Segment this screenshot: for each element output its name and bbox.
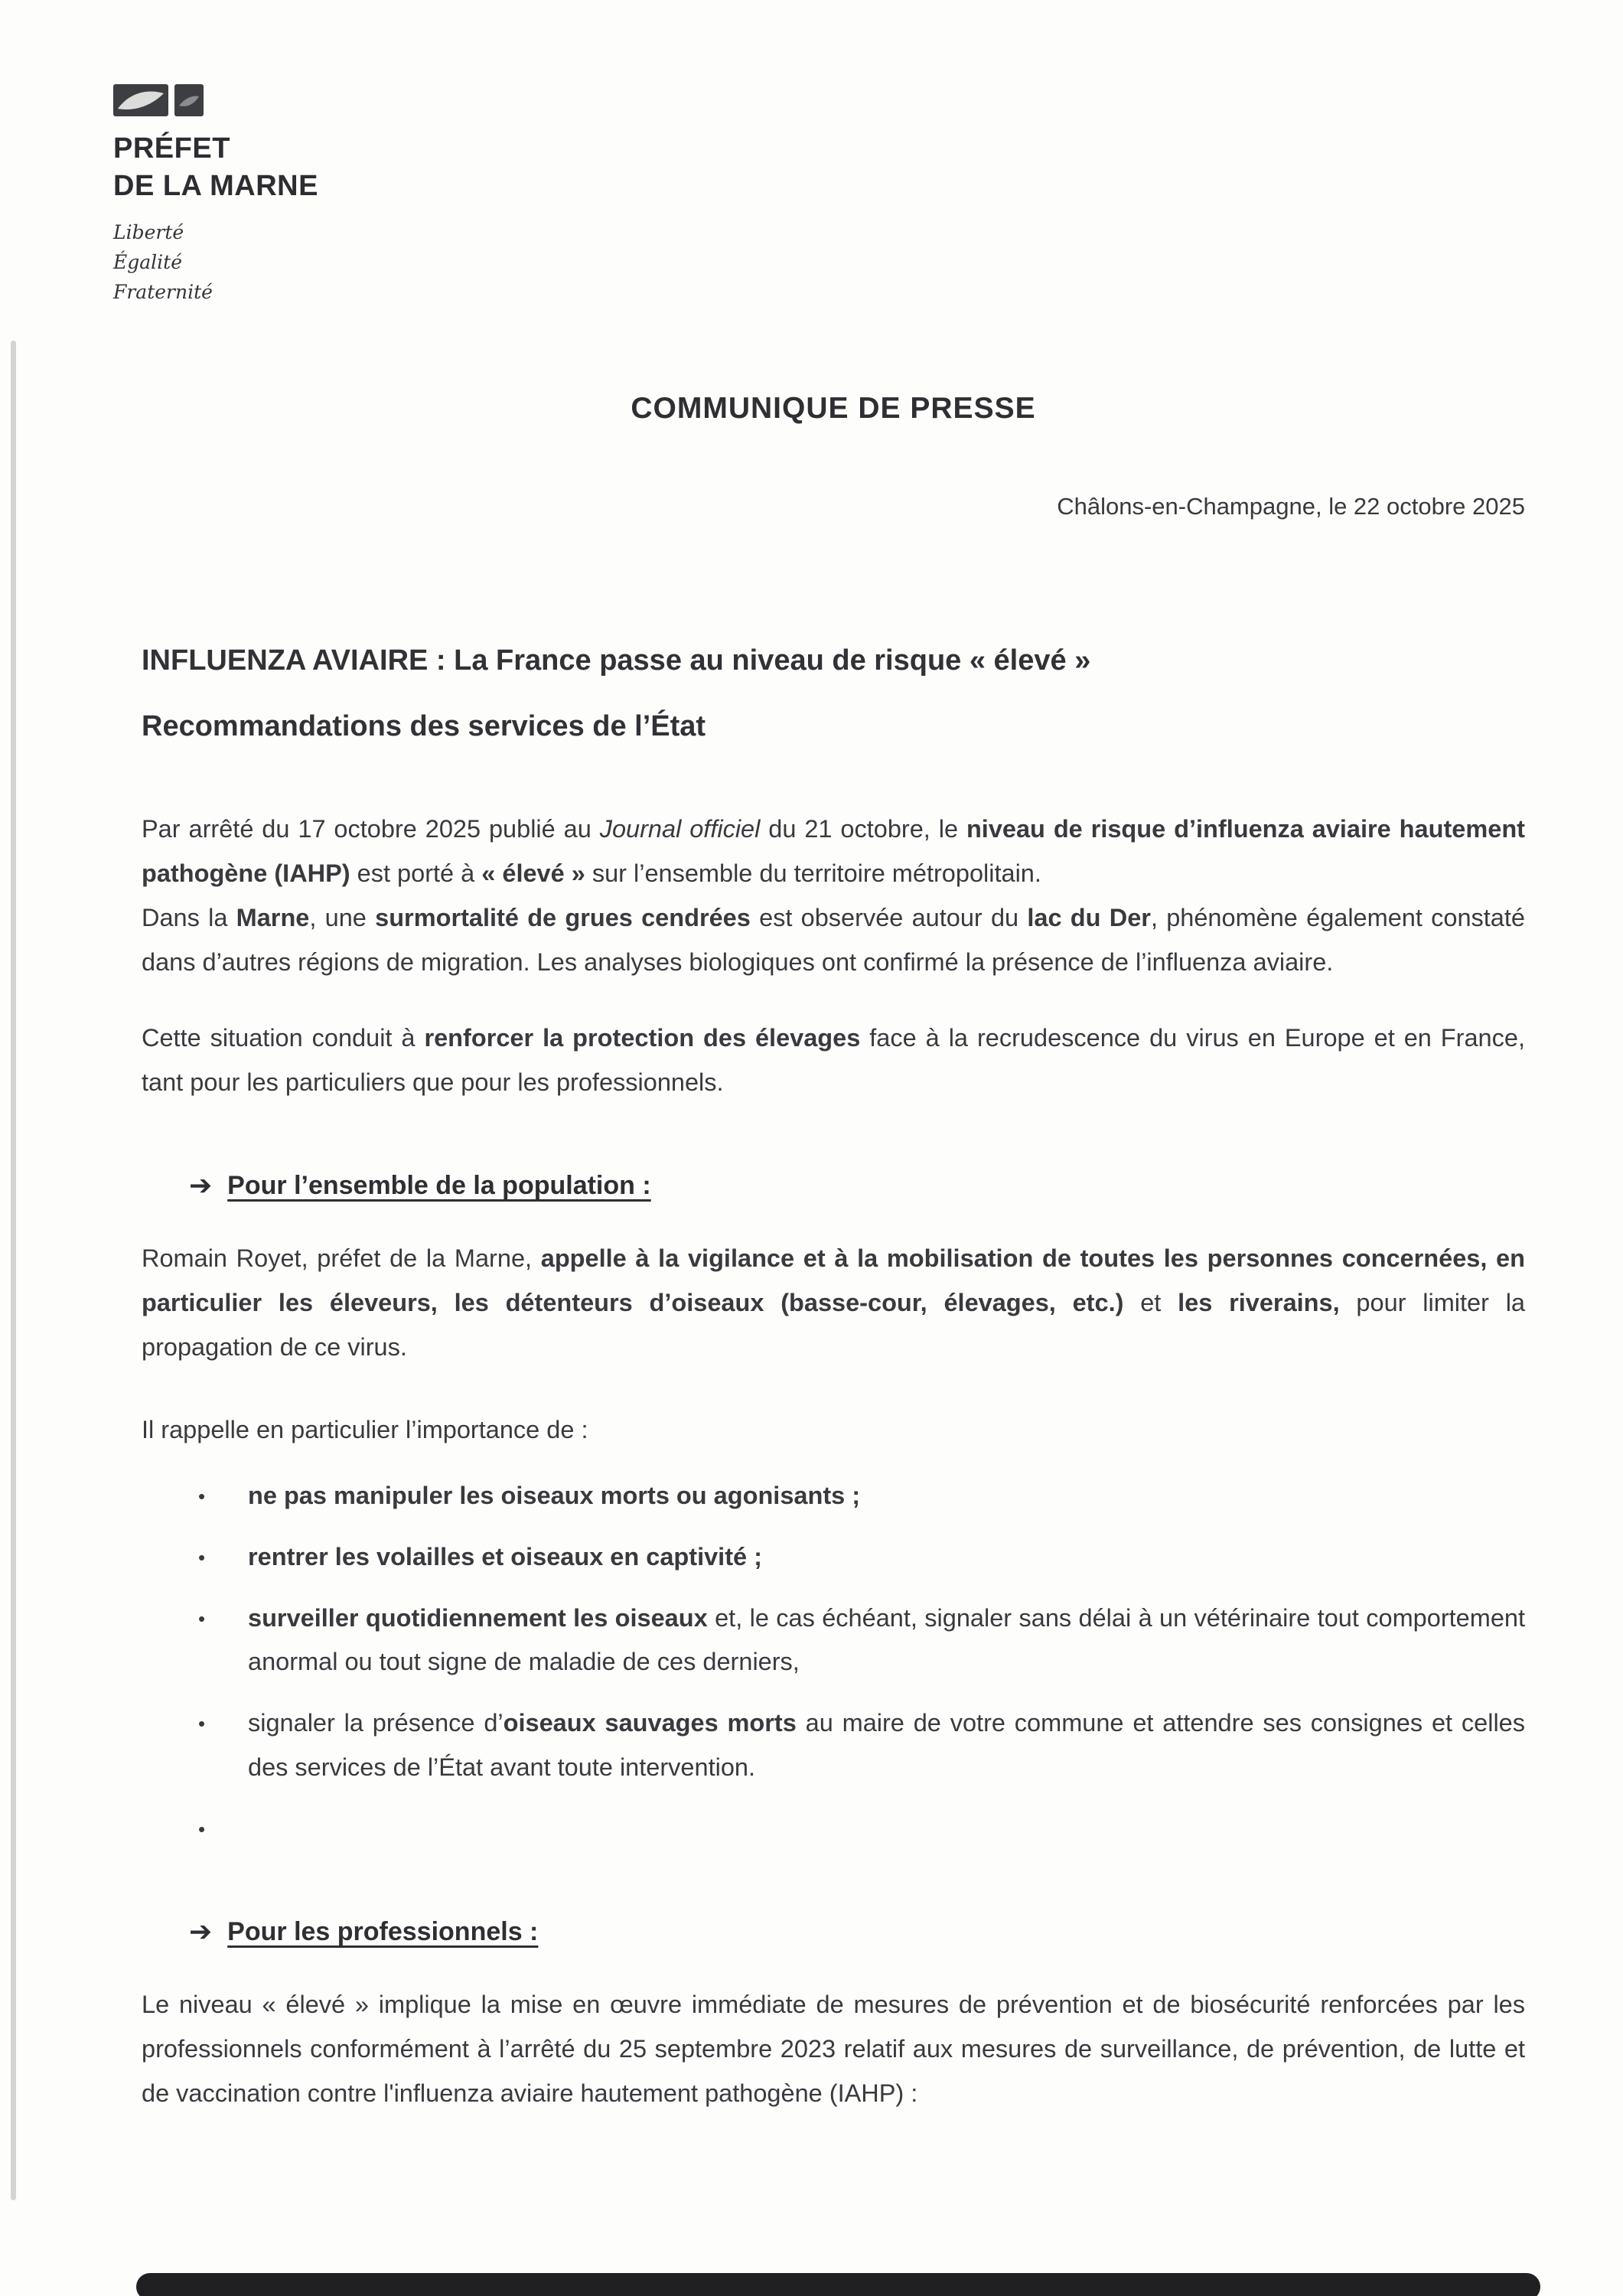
- body-text: [142, 807, 1525, 2116]
- professionnels-paragraph-1: Le niveau « élevé » implique la mise en œuvre immédiate de mesures de prévention et de biosécurité renforcées par les professionnels conformément à l’arrêté du 25 septembre 2023 relatif aux mesures de surveillance, de prévention, de lutte et de vaccination contre l'influenza aviaire hautement pathogène (IAHP) :: [142, 1990, 1525, 2107]
- list-item-text: signaler la présence d’oiseaux sauvages morts au maire de votre commune et attendre ses consignes et celles des services de l’État avant toute intervention.: [248, 1709, 1525, 1782]
- document-title: COMMUNIQUE DE PRESSE: [631, 392, 1036, 425]
- list-item-text: rentrer les volailles et oiseaux en captivité ;: [248, 1542, 762, 1570]
- section-heading-population-label: Pour l’ensemble de la population :: [227, 1171, 651, 1201]
- dateline: Châlons-en-Champagne, le 22 octobre 2025: [1057, 493, 1525, 520]
- intro-paragraph-3: Cette situation conduit à renforcer la protection des élevages face à la recrudescence du virus en Europe et en France, tant pour les particuliers que pour les professionnels.: [142, 1024, 1525, 1097]
- intro-paragraph-2: Dans la Marne, une surmortalité de grues cendrées est observée autour du lac du Der, phénomène également constaté dans d’autres régions de migration. Les analyses biologiques ont confirmé la présence de l’influenza aviaire.: [142, 903, 1525, 976]
- motto-egalite: Égalité: [113, 251, 182, 273]
- bullet-icon: •: [198, 1817, 206, 1841]
- logo-prefet-line: PRÉFET: [113, 132, 230, 165]
- bullet-icon: •: [198, 1484, 206, 1508]
- bullet-icon: •: [198, 1606, 206, 1630]
- motto-fraternite: Fraternité: [113, 280, 213, 303]
- list-item: [142, 1474, 1525, 1518]
- bullet-icon: •: [198, 1712, 206, 1736]
- population-paragraph-1: Romain Royet, préfet de la Marne, appelle à la vigilance et à la mobilisation de toutes les personnes concernées, en particulier les éleveurs, les détenteurs d’oiseaux (basse-cour, élevages, etc.) et les riverains, pour limiter la propagation de ce virus.: [142, 1244, 1526, 1361]
- list-item: [142, 1596, 1525, 1685]
- arrow-right-icon: ➔: [189, 1915, 213, 1947]
- headline-line-2: Recommandations des services de l’État: [142, 709, 706, 742]
- list-item-text: surveiller quotidiennement les oiseaux et, le cas échéant, signaler sans délai à un vétérinaire tout comportement anormal ou tout signe de maladie de ces derniers,: [248, 1603, 1526, 1676]
- motto-liberte: Liberté: [113, 221, 184, 244]
- headline-line-1: INFLUENZA AVIAIRE : La France passe au niveau de risque « élevé »: [142, 644, 1091, 677]
- intro-paragraph-1: Par arrêté du 17 octobre 2025 publié au Journal officiel du 21 octobre, le niveau de risque d’influenza aviaire hautement pathogène (IAHP) est porté à « élevé » sur l’ensemble du territoire métropolitain.: [142, 815, 1525, 887]
- recommendations-list: [142, 1474, 1525, 1851]
- list-item-text: ne pas manipuler les oiseaux morts ou agonisants ;: [248, 1481, 861, 1509]
- arrow-right-icon: ➔: [189, 1169, 213, 1202]
- section-heading-professionnels: [142, 1906, 1525, 1955]
- list-item: [142, 1701, 1525, 1790]
- section-heading-professionnels-label: Pour les professionnels :: [227, 1916, 539, 1946]
- population-paragraph-2: Il rappelle en particulier l’importance de :: [142, 1415, 588, 1443]
- list-item-empty: [142, 1807, 1525, 1851]
- headline: [142, 643, 1525, 745]
- logo-departement-line: DE LA MARNE: [113, 169, 318, 202]
- section-heading-population: [142, 1160, 1525, 1209]
- list-item: [142, 1535, 1525, 1580]
- bullet-icon: •: [198, 1545, 206, 1569]
- scan-artifact-bottom-bar: [136, 2273, 1540, 2296]
